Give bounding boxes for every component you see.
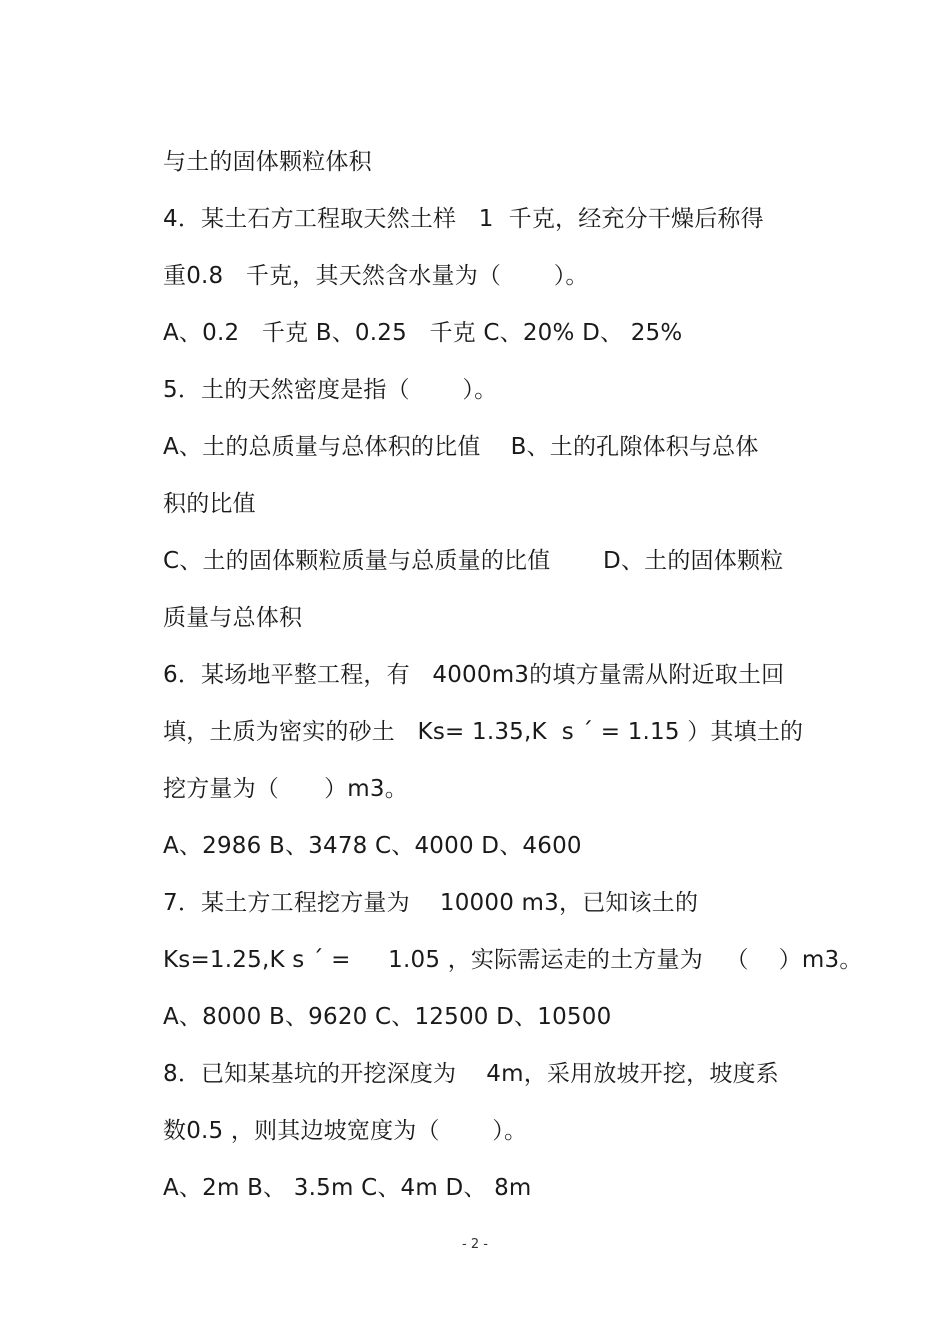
question-6-line-3: 挖方量为（ ）m3。: [163, 776, 408, 802]
question-7-options: A、8000 B、9620 C、12500 D、10500: [163, 1004, 612, 1030]
page-number: - 2 -: [462, 1237, 488, 1252]
question-7-line-2: Ks=1.25,K s ˊ = 1.05 ，实际需运走的土方量为 （ ）m3。: [163, 947, 863, 973]
question-8-options: A、2m B、 3.5m C、4m D、 8m: [163, 1175, 532, 1201]
question-5-options-line-1: A、土的总质量与总体积的比值 B、土的孔隙体积与总体: [163, 434, 759, 460]
question-5-options-line-2: 积的比值: [163, 491, 256, 517]
question-5-options-line-3: C、土的固体颗粒质量与总质量的比值 D、土的固体颗粒: [163, 548, 784, 574]
question-4-options: A、0.2 千克 B、0.25 千克 C、20% D、 25%: [163, 320, 683, 346]
question-8-line-1: 8．已知某基坑的开挖深度为 4m，采用放坡开挖，坡度系: [163, 1061, 779, 1087]
question-7-line-1: 7．某土方工程挖方量为 10000 m3，已知该土的: [163, 890, 699, 916]
question-4-line-1: 4．某土石方工程取天然土样 1 千克，经充分干燥后称得: [163, 206, 764, 232]
question-5-stem: 5．土的天然密度是指（ ）。: [163, 377, 498, 403]
question-4-line-2: 重0.8 千克，其天然含水量为（ ）。: [163, 263, 589, 289]
question-8-line-2: 数0.5 ，则其边坡宽度为（ ）。: [163, 1118, 528, 1144]
question-6-line-2: 填，土质为密实的砂土 Ks= 1.35,K s ˊ = 1.15 ）其填土的: [163, 719, 804, 745]
text-line-continuation: 与土的固体颗粒体积: [163, 149, 372, 175]
question-6-options: A、2986 B、3478 C、4000 D、4600: [163, 833, 582, 859]
question-6-line-1: 6．某场地平整工程，有 4000m3的填方量需从附近取土回: [163, 662, 785, 688]
question-5-options-line-4: 质量与总体积: [163, 605, 303, 631]
